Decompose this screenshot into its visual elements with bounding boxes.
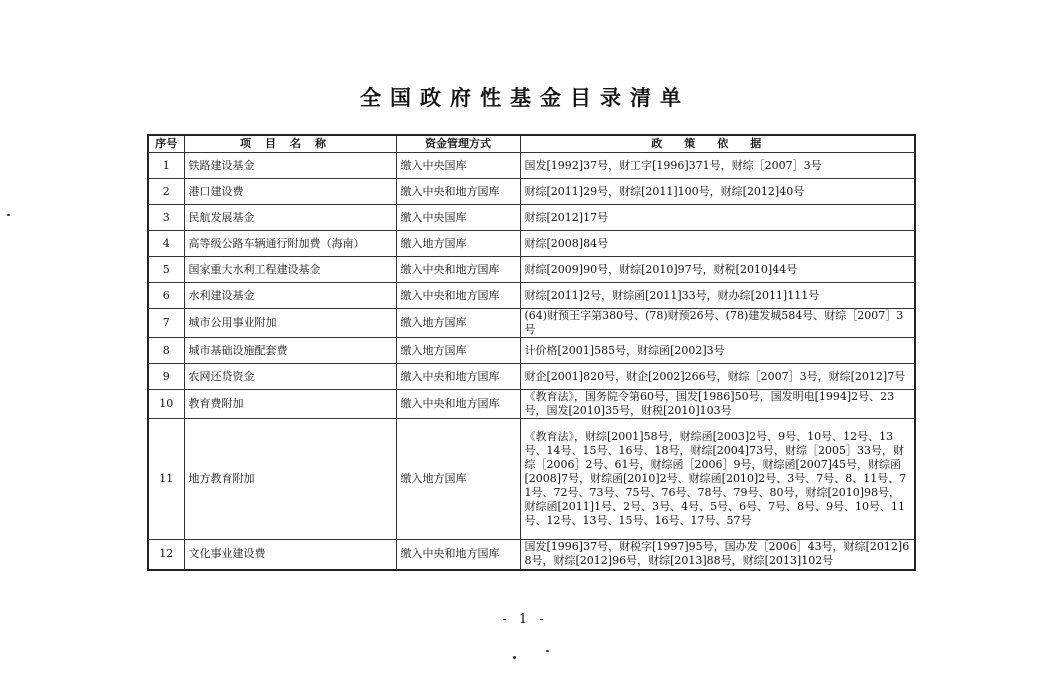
- cell-management: 缴入中央和地方国库: [396, 390, 520, 419]
- cell-name: 水利建设基金: [184, 283, 396, 309]
- cell-name: 教育费附加: [184, 390, 396, 419]
- cell-seq: 4: [148, 231, 184, 257]
- scan-speck: [513, 656, 516, 659]
- cell-basis: 财综[2011]2号，财综函[2011]33号，财办综[2011]111号: [520, 283, 915, 309]
- cell-seq: 6: [148, 283, 184, 309]
- cell-management: 缴入地方国库: [396, 419, 520, 540]
- cell-name: 民航发展基金: [184, 205, 396, 231]
- cell-name: 港口建设费: [184, 179, 396, 205]
- scan-speck: [7, 214, 10, 216]
- cell-name: 高等级公路车辆通行附加费（海南）: [184, 231, 396, 257]
- scan-speck: [546, 650, 549, 652]
- cell-name: 城市基础设施配套费: [184, 338, 396, 364]
- cell-basis: 财综[2008]84号: [520, 231, 915, 257]
- table-row: [148, 338, 915, 364]
- table-row: [148, 231, 915, 257]
- cell-management: 缴入中央国库: [396, 153, 520, 179]
- cell-seq: 10: [148, 390, 184, 419]
- cell-name: 地方教育附加: [184, 419, 396, 540]
- cell-basis: (64)财预王字第380号、(78)财预26号、(78)建发城584号、财综［2007］3号: [520, 309, 915, 338]
- table-row: [148, 390, 915, 419]
- cell-basis: 计价格[2001]585号，财综函[2002]3号: [520, 338, 915, 364]
- page-number: - 1 -: [502, 612, 548, 627]
- cell-name: 文化事业建设费: [184, 540, 396, 570]
- table-row: [148, 540, 915, 570]
- cell-management: 缴入地方国库: [396, 309, 520, 338]
- cell-seq: 2: [148, 179, 184, 205]
- cell-basis: 《教育法》，国务院令第60号，国发[1986]50号，国发明电[1994]2号、23号，国发[2010]35号，财税[2010]103号: [520, 390, 915, 419]
- cell-name: 农网还贷资金: [184, 364, 396, 390]
- table-row: [148, 257, 915, 283]
- cell-management: 缴入中央和地方国库: [396, 540, 520, 570]
- cell-management: 缴入中央国库: [396, 205, 520, 231]
- cell-basis: 财综[2011]29号，财综[2011]100号，财综[2012]40号: [520, 179, 915, 205]
- cell-name: 城市公用事业附加: [184, 309, 396, 338]
- cell-management: 缴入中央和地方国库: [396, 283, 520, 309]
- table-row: [148, 153, 915, 179]
- cell-management: 缴入地方国库: [396, 338, 520, 364]
- cell-basis: 国发[1996]37号，财税字[1997]95号，国办发［2006］43号，财综[2012]68号，财综[2012]96号，财综[2013]88号，财综[2013]102号: [520, 540, 915, 570]
- cell-seq: 5: [148, 257, 184, 283]
- cell-basis: 国发[1992]37号，财工字[1996]371号，财综［2007］3号: [520, 153, 915, 179]
- table-row: [148, 283, 915, 309]
- table-row: [148, 364, 915, 390]
- cell-management: 缴入中央和地方国库: [396, 364, 520, 390]
- document-title: 全国政府性基金目录清单: [360, 86, 690, 110]
- table-row: [148, 179, 915, 205]
- cell-seq: 7: [148, 309, 184, 338]
- header-seq: 序号: [148, 135, 184, 153]
- cell-seq: 3: [148, 205, 184, 231]
- header-management: 资金管理方式: [396, 135, 520, 153]
- cell-basis: 财综[2009]90号，财综[2010]97号，财税[2010]44号: [520, 257, 915, 283]
- cell-management: 缴入地方国库: [396, 231, 520, 257]
- cell-seq: 1: [148, 153, 184, 179]
- cell-management: 缴入中央和地方国库: [396, 257, 520, 283]
- header-name: 项目名称: [184, 135, 396, 153]
- cell-seq: 9: [148, 364, 184, 390]
- cell-basis: 《教育法》，财综[2001]58号，财综函[2003]2号、9号、10号、12号、13号、14号、15号、16号、18号，财综[2004]73号，财综［2005］33号，财综［2006］2号、61号，财综函［2006］9号，财综函[2007]45号，财综函[2008]7号，财综函[2010]2号、财综函[2010]2号、3号、7号、8、11号、71号、72号、73号、75号、76号、78号、79号、80号，财综[2010]98号，财综函[2011]1号、2号、3号、4号、5号、6号、7号、8号、9号、10号、11号、12号、13号、15号、16号、17号、57号: [520, 419, 915, 540]
- cell-seq: 12: [148, 540, 184, 570]
- cell-management: 缴入中央和地方国库: [396, 179, 520, 205]
- fund-catalog-table: [147, 134, 916, 571]
- table-row: [148, 309, 915, 338]
- cell-basis: 财企[2001]820号，财企[2002]266号，财综［2007］3号，财综[2012]7号: [520, 364, 915, 390]
- cell-name: 国家重大水利工程建设基金: [184, 257, 396, 283]
- cell-seq: 11: [148, 419, 184, 540]
- cell-seq: 8: [148, 338, 184, 364]
- header-basis: 政策依据: [520, 135, 915, 153]
- table-row: [148, 419, 915, 540]
- table-header-row: [148, 135, 915, 153]
- cell-basis: 财综[2012]17号: [520, 205, 915, 231]
- table-row: [148, 205, 915, 231]
- cell-name: 铁路建设基金: [184, 153, 396, 179]
